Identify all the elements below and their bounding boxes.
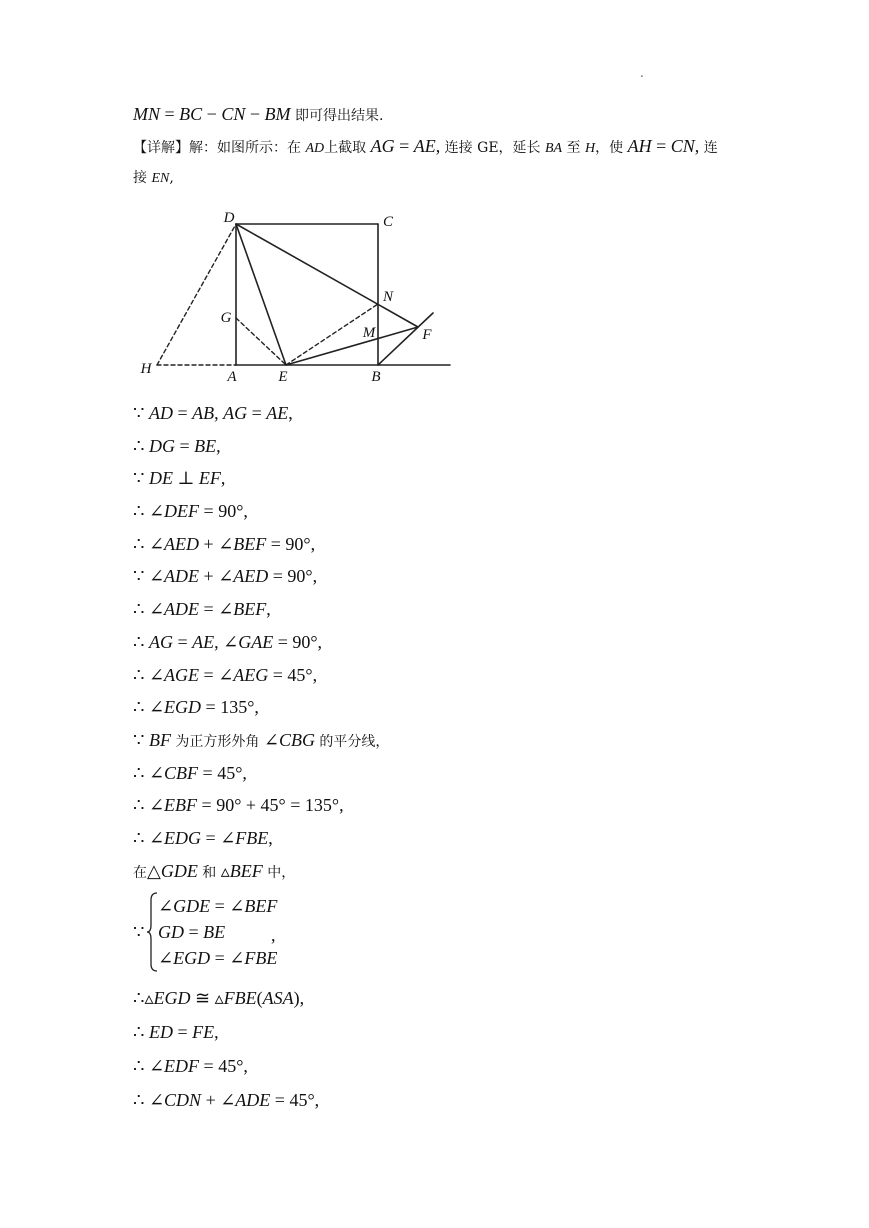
math-run: = [394, 135, 414, 156]
intro-line [133, 99, 718, 131]
math-run: BC [179, 104, 203, 124]
math-run: ∴ ∠ [133, 795, 165, 816]
math-run: − [245, 104, 265, 124]
text-run: 连接 GE，延长 [440, 139, 545, 156]
math-run: DE [148, 468, 173, 489]
math-run: FBE [223, 988, 257, 1008]
point-label-c: C [382, 214, 394, 230]
math-run: = 90°, [266, 533, 316, 554]
math-run: AD [305, 140, 325, 156]
system-equation [158, 945, 277, 971]
math-run: = 45°, [199, 1056, 248, 1076]
segment-hd [157, 224, 236, 365]
text-run: , [169, 170, 174, 186]
math-run: AG [370, 135, 395, 156]
math-run: , [288, 403, 293, 423]
text-run: 至 [562, 139, 586, 156]
intro-line [133, 131, 718, 163]
math-run: ∴ ∠ [133, 697, 165, 718]
math-run: EF [198, 468, 221, 489]
system-equation [158, 893, 277, 919]
math-run: , [694, 135, 700, 156]
math-run: ⊥ [172, 468, 199, 489]
math-run: EDF [164, 1056, 200, 1076]
math-run: , [220, 468, 226, 489]
math-run: AG [148, 631, 173, 652]
math-run: = 135°, [201, 697, 259, 718]
math-run: GDE [160, 860, 198, 881]
conclusion-line [133, 1049, 319, 1083]
math-run: ED [148, 1022, 173, 1042]
text-run: 上截取 [324, 139, 371, 156]
math-run: BM [264, 104, 291, 124]
math-run: EGD [153, 988, 191, 1008]
text-run: 的平分线， [314, 733, 390, 750]
point-label-a: A [227, 369, 237, 385]
math-run: ( [256, 988, 263, 1008]
math-run: = 90°, [268, 566, 318, 587]
proof-line [133, 659, 389, 692]
because-symbol: ∵ [133, 922, 145, 942]
math-run: BE [203, 922, 226, 942]
math-run: = 45°, [270, 1090, 320, 1110]
proof-line [133, 626, 389, 659]
math-run: AE [413, 135, 436, 156]
text-run: 和 [197, 864, 221, 881]
math-run: = [172, 403, 193, 423]
math-run: BEF [233, 599, 267, 620]
math-run: BEF [229, 860, 263, 881]
math-run: ∴ [133, 631, 149, 652]
math-run: , [268, 827, 273, 848]
math-run: BEF [244, 896, 278, 916]
math-run: ASA [262, 988, 294, 1008]
math-run: EGD [164, 697, 202, 718]
math-run: ADE [164, 599, 200, 620]
math-run: ∴ [133, 1022, 149, 1042]
math-run: DEF [164, 501, 200, 522]
proof-line [133, 691, 389, 724]
math-run: = ∠ [201, 827, 236, 848]
conclusion-line [133, 1015, 319, 1049]
math-run: GAE [238, 631, 274, 652]
math-run: AE [266, 403, 289, 423]
math-run: AE [192, 631, 215, 652]
math-run: ), [293, 988, 305, 1008]
text-run: 为正方形外角 [170, 733, 264, 750]
point-label-e: E [278, 369, 288, 385]
math-run: BE [194, 435, 217, 456]
math-run: − [202, 104, 222, 124]
math-run: AEG [233, 664, 269, 685]
proof-line [133, 495, 389, 528]
math-run: = [247, 403, 267, 423]
math-run: CBF [164, 762, 199, 783]
math-run: CBG [278, 729, 315, 750]
math-run: EBF [164, 795, 198, 816]
math-run: FBE [244, 948, 278, 968]
proof-line [133, 789, 389, 822]
proof-line [133, 462, 389, 495]
math-run: EGD [173, 948, 211, 968]
math-run: ∴▵ [133, 988, 154, 1008]
math-run: ∵ ∠ [133, 566, 165, 587]
segment-de [236, 224, 286, 365]
math-run: = 45°, [198, 762, 247, 783]
math-run: ∠ [158, 896, 174, 916]
text-run: 【详解】解：如图所示：在 [133, 139, 306, 156]
math-run: = [172, 631, 193, 652]
proof-line [133, 593, 389, 626]
point-label-h: H [140, 361, 152, 377]
math-run: AH [627, 135, 652, 156]
math-run: BEF [233, 533, 267, 554]
math-run: = 90° + 45° = 135°, [197, 795, 344, 816]
text-run: ，使 [595, 139, 628, 156]
math-run: ∴ ∠ [133, 762, 165, 783]
math-run: ∵ [133, 468, 149, 489]
math-run: = ∠ [210, 896, 245, 916]
math-run: = [172, 1022, 193, 1042]
math-run: ∴ ∠ [133, 827, 165, 848]
math-run: ≅ ▵ [190, 988, 224, 1008]
math-run: ▵ [220, 860, 230, 881]
geometry-figure [130, 205, 460, 390]
math-run: , [435, 135, 441, 156]
math-run: = [184, 922, 204, 942]
text-run: 中， [262, 864, 296, 881]
math-run: MN [133, 104, 160, 124]
math-run: GDE [173, 896, 211, 916]
math-run: AGE [164, 664, 200, 685]
math-run: BA [545, 140, 563, 156]
system-equations [158, 893, 277, 971]
proof-line [133, 528, 389, 561]
text-run: 在 [133, 864, 147, 881]
math-run: EN [151, 171, 170, 186]
math-run: CN [670, 135, 695, 156]
point-label-d: D [223, 210, 235, 226]
math-run: + ∠ [199, 533, 234, 554]
math-run: ADE [164, 566, 200, 587]
conclusion-steps [133, 981, 319, 1117]
system-trailing-comma: , [271, 925, 276, 945]
math-run: + ∠ [199, 566, 234, 587]
math-run: H [585, 140, 596, 156]
math-run: , [216, 435, 221, 456]
math-run: , [266, 599, 271, 620]
point-label-n: N [382, 289, 394, 305]
point-label-f: F [422, 327, 432, 343]
math-run: ∴ ∠ [133, 599, 165, 620]
math-run: ∠ [158, 948, 174, 968]
system-equation [158, 919, 277, 945]
math-run: ∵ [133, 403, 149, 423]
text-run: 连 [699, 139, 718, 156]
math-run: AD [148, 403, 173, 423]
point-label-g: G [220, 310, 232, 326]
math-run: AED [164, 533, 200, 554]
math-run: ADE [235, 1090, 271, 1110]
proof-line [133, 560, 389, 593]
text-run: 接 [133, 170, 152, 186]
intro-paragraph [133, 99, 718, 194]
left-brace-icon [146, 892, 158, 972]
intro-line [133, 162, 718, 194]
math-run: △ [147, 860, 161, 881]
math-run: + ∠ [201, 1090, 236, 1110]
math-run: ∴ [133, 435, 149, 456]
math-run: GD [158, 922, 184, 942]
math-run: FBE [235, 827, 269, 848]
math-run: ∴ ∠ [133, 664, 165, 685]
math-run: CN [221, 104, 246, 124]
proof-line [133, 397, 389, 430]
proof-line [133, 822, 389, 855]
math-run: = ∠ [210, 948, 245, 968]
math-run: AED [233, 566, 269, 587]
math-run: = ∠ [199, 599, 234, 620]
math-run: = 90°, [273, 631, 323, 652]
conclusion-line [133, 1083, 319, 1117]
page-mark: . [640, 66, 644, 80]
proof-line [133, 855, 389, 888]
math-run: = ∠ [199, 664, 234, 685]
math-run: ∴ ∠ [133, 533, 165, 554]
math-run: BF [148, 729, 171, 750]
proof-steps [133, 397, 389, 887]
math-run: FE [192, 1022, 215, 1042]
point-label-m: M [362, 325, 376, 341]
math-run: , ∠ [214, 631, 239, 652]
math-run: = 45°, [268, 664, 318, 685]
math-run: CDN [164, 1090, 202, 1110]
math-run: = [160, 104, 180, 124]
math-run: , [214, 403, 224, 423]
math-run: ∴ ∠ [133, 1056, 165, 1076]
math-run: AB [192, 403, 215, 423]
math-run: = 90°, [199, 501, 248, 522]
proof-line [133, 724, 389, 757]
segment-df [236, 224, 418, 327]
text-run: 即可得出结果. [290, 108, 384, 124]
math-run: ∴ ∠ [133, 501, 165, 522]
math-run: ∴ ∠ [133, 1090, 165, 1110]
math-run: , [214, 1022, 219, 1042]
math-run: DG [148, 435, 175, 456]
math-run: ∠ [263, 729, 279, 750]
math-run: EDG [164, 827, 202, 848]
point-label-b: B [371, 369, 381, 385]
math-run: AG [223, 403, 248, 423]
proof-line [133, 430, 389, 463]
conclusion-line [133, 981, 319, 1015]
math-run: ∵ [133, 729, 149, 750]
math-run: = [174, 435, 195, 456]
proof-line [133, 757, 389, 790]
math-run: = [651, 135, 671, 156]
